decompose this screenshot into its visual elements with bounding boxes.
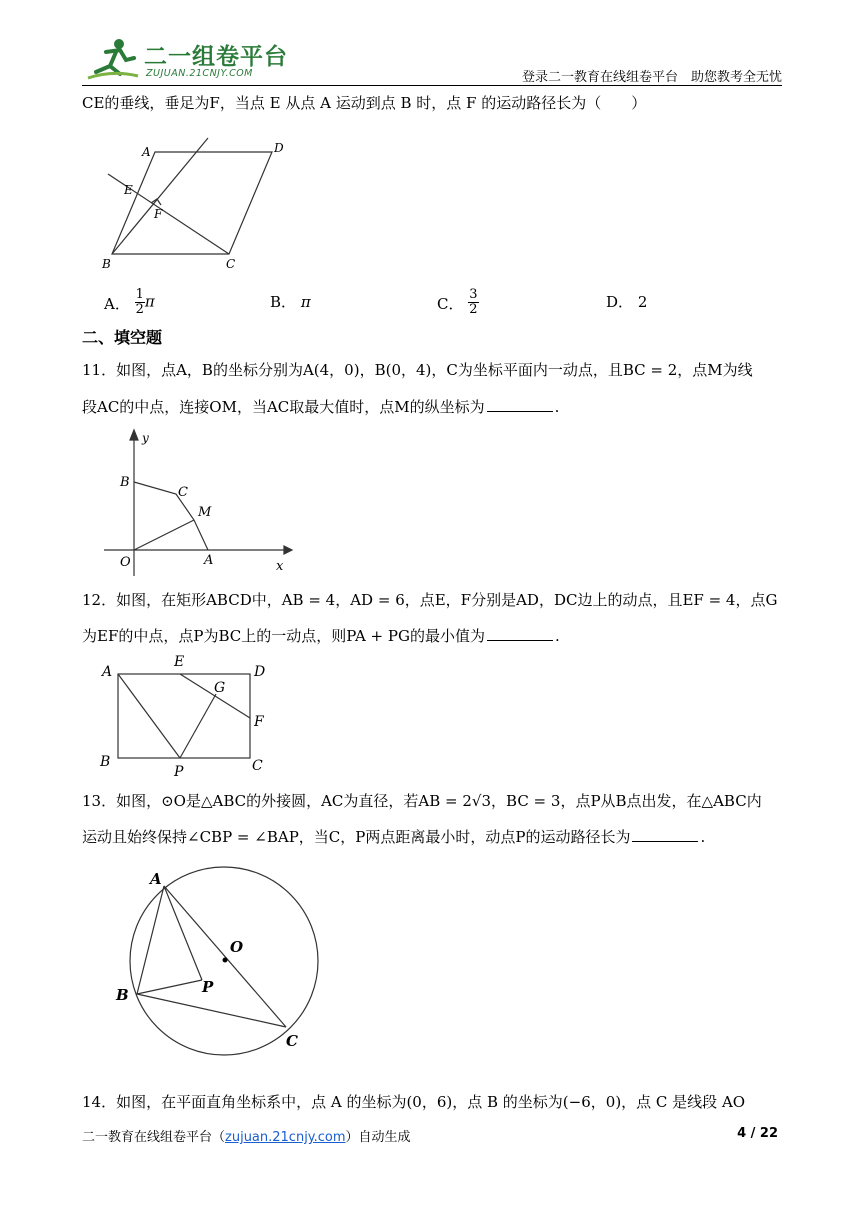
label-b: B	[102, 257, 111, 271]
q13-figure	[108, 864, 338, 1060]
logo-subtext: ZUJUAN.21CNJY.COM	[146, 68, 253, 79]
x-axis-arrow	[284, 546, 292, 554]
answer-blank	[487, 627, 553, 641]
parallelogram-abcd	[112, 152, 272, 254]
rectangle-abcd	[118, 674, 250, 758]
q11-line1: 11．如图，点A，B的坐标分别为A(4，0)，B(0，4)，C为坐标平面内一动点，且BC = 2，点M为线	[82, 361, 753, 379]
segment-ap	[118, 674, 180, 758]
label-a: A	[102, 664, 113, 680]
q12-line2: 为EF的中点，点P为BC上的一动点，则PA + PG的最小值为 .	[82, 627, 560, 645]
q10-option-d: D． 2	[606, 293, 648, 311]
segment-ap	[164, 886, 202, 980]
answer-blank	[487, 398, 553, 412]
fraction: $\frac{3}{2}$	[469, 287, 478, 317]
segment-om	[134, 520, 194, 550]
diameter-ac	[164, 886, 286, 1027]
label-a: A	[142, 145, 151, 159]
label-c: C	[226, 257, 236, 271]
label-a: A	[204, 553, 214, 568]
q12-figure	[96, 652, 286, 782]
q10-option-b: B． π	[270, 293, 311, 311]
sides-ab-bc	[137, 886, 286, 1027]
label-c: C	[286, 1032, 298, 1050]
y-axis-arrow	[130, 430, 138, 440]
footer-link[interactable]: zujuan.21cnjy.com	[225, 1130, 346, 1145]
label-b: B	[120, 475, 130, 490]
label-c: C	[252, 758, 263, 774]
label-y: y	[142, 431, 149, 445]
center-point	[223, 958, 228, 963]
page-header	[82, 30, 782, 86]
q10-text: CE的垂线，垂足为F，当点 E 从点 A 运动到点 B 时，点 F 的运动路径长为（ ）	[82, 94, 647, 112]
label-f: F	[154, 207, 163, 221]
header-tagline: 登录二一教育在线组卷平台 助您教考全无忧	[521, 70, 782, 85]
label-b: B	[116, 986, 129, 1004]
page-number: 4 / 22	[737, 1126, 778, 1141]
answer-blank	[632, 828, 698, 842]
page-footer: 二一教育在线组卷平台（zujuan.21cnjy.com）自动生成	[82, 1130, 411, 1145]
label-o: O	[120, 555, 131, 570]
logo-text: 二一组卷平台	[144, 44, 288, 70]
label-d: D	[254, 664, 266, 680]
label-c: C	[178, 485, 188, 500]
label-m: M	[198, 505, 212, 520]
label-p: P	[174, 764, 184, 780]
label-p: P	[202, 978, 214, 996]
logo-icon	[86, 36, 140, 82]
label-e: E	[124, 183, 133, 197]
q10-figure	[96, 136, 296, 276]
label-o: O	[230, 938, 244, 956]
segment-pg	[180, 694, 216, 758]
label-f: F	[254, 714, 264, 730]
path-b-c-a	[134, 482, 208, 550]
q11-line2: 段AC的中点，连接OM，当AC取最大值时，点M的纵坐标为 .	[82, 398, 560, 416]
section-title: 二、填空题	[82, 328, 163, 347]
q13-line1: 13．如图，⊙O是△ABC的外接圆，AC为直径，若AB = 2√3，BC = 3，点P从B点出发，在△ABC内	[82, 792, 762, 810]
segment-bp	[137, 980, 202, 994]
label-g: G	[214, 680, 226, 696]
label-a: A	[150, 870, 162, 888]
label-x: x	[276, 559, 284, 574]
q13-line2: 运动且始终保持∠CBP = ∠BAP，当C，P两点距离最小时，动点P的运动路径长为 .	[82, 828, 706, 846]
fraction: $\frac{1}{2}$	[135, 287, 144, 317]
label-d: D	[274, 141, 284, 155]
label-b: B	[100, 754, 111, 770]
q11-figure	[100, 428, 300, 578]
header-divider	[82, 85, 782, 86]
q10-option-a: A． $\frac{1}{2}$ π	[104, 287, 155, 317]
q10-option-c: C． $\frac{3}{2}$	[437, 287, 478, 317]
q14-line1: 14．如图，在平面直角坐标系中，点 A 的坐标为(0，6)，点 B 的坐标为(−6，0)，点 C 是线段 AO	[82, 1093, 746, 1111]
label-e: E	[174, 654, 185, 670]
q12-line1: 12．如图，在矩形ABCD中，AB = 4，AD = 6，点E，F分别是AD，DC边上的动点，且EF = 4，点G	[82, 591, 778, 609]
